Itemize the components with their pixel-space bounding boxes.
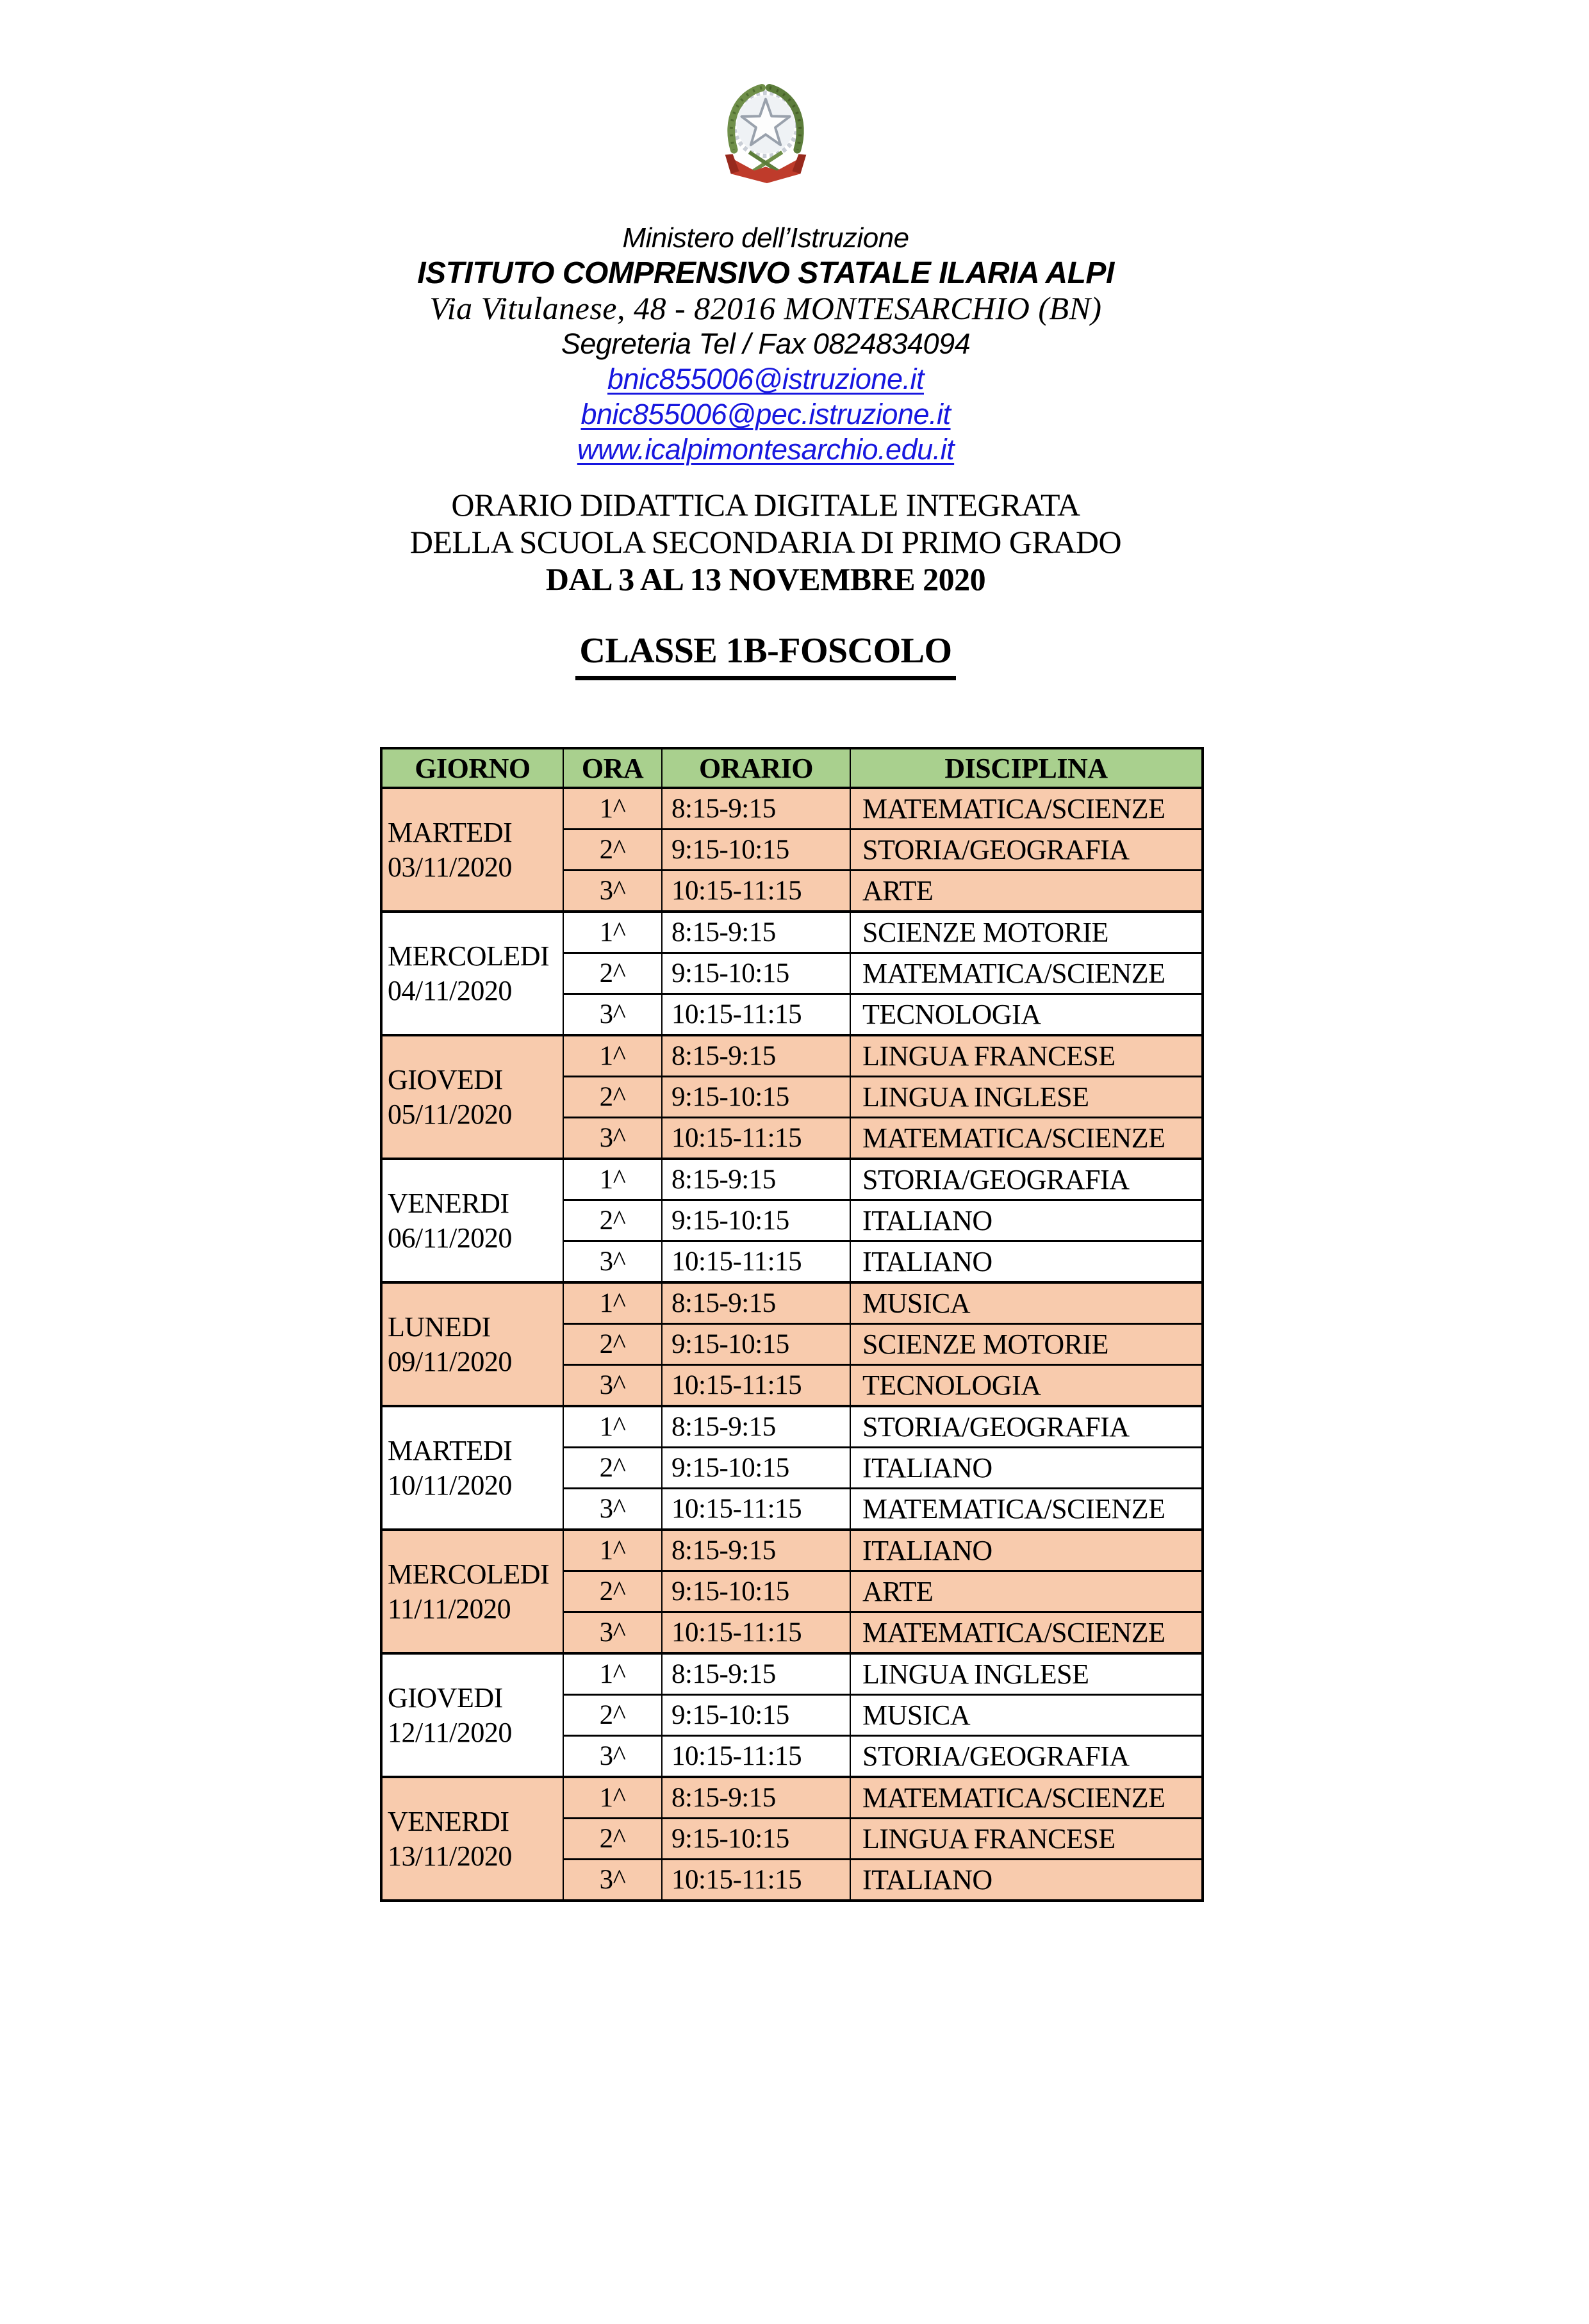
ora-cell: 2^ bbox=[563, 1695, 662, 1736]
disciplina-cell: STORIA/GEOGRAFIA bbox=[850, 830, 1203, 871]
disciplina-cell: MATEMATICA/SCIENZE bbox=[850, 1612, 1203, 1654]
orario-cell: 10:15-11:15 bbox=[662, 1860, 850, 1901]
disciplina-cell: LINGUA INGLESE bbox=[850, 1077, 1203, 1118]
orario-cell: 8:15-9:15 bbox=[662, 1406, 850, 1448]
disciplina-cell: ITALIANO bbox=[850, 1200, 1203, 1241]
orario-cell: 8:15-9:15 bbox=[662, 788, 850, 830]
ora-cell: 3^ bbox=[563, 1736, 662, 1778]
day-date: 05/11/2020 bbox=[388, 1098, 512, 1130]
day-date: 10/11/2020 bbox=[388, 1469, 512, 1501]
orario-cell: 8:15-9:15 bbox=[662, 1653, 850, 1695]
disciplina-cell: LINGUA FRANCESE bbox=[850, 1819, 1203, 1860]
orario-cell: 10:15-11:15 bbox=[662, 1489, 850, 1530]
email-link[interactable]: bnic855006@istruzione.it bbox=[607, 363, 924, 395]
address-line: Via Vitulanese, 48 - 82016 MONTESARCHIO (BN) bbox=[429, 290, 1102, 326]
ora-cell: 1^ bbox=[563, 912, 662, 953]
orario-cell: 9:15-10:15 bbox=[662, 1077, 850, 1118]
ora-cell: 2^ bbox=[563, 1200, 662, 1241]
disciplina-cell: ITALIANO bbox=[850, 1241, 1203, 1283]
day-date: 09/11/2020 bbox=[388, 1345, 512, 1377]
disciplina-cell: MATEMATICA/SCIENZE bbox=[850, 788, 1203, 830]
orario-cell: 8:15-9:15 bbox=[662, 1159, 850, 1200]
table-row bbox=[381, 1777, 1203, 1819]
table-row bbox=[381, 788, 1203, 830]
orario-cell: 10:15-11:15 bbox=[662, 1365, 850, 1407]
document-page bbox=[0, 77, 1531, 1902]
day-name: VENERDI bbox=[388, 1187, 509, 1219]
ora-cell: 3^ bbox=[563, 994, 662, 1036]
ministry-line: Ministero dell’Istruzione bbox=[622, 222, 909, 254]
ora-cell: 2^ bbox=[563, 1324, 662, 1365]
orario-cell: 9:15-10:15 bbox=[662, 1200, 850, 1241]
day-name: MARTEDI bbox=[388, 816, 513, 848]
orario-cell: 8:15-9:15 bbox=[662, 1035, 850, 1077]
class-heading bbox=[0, 630, 1531, 680]
day-cell bbox=[381, 1777, 563, 1901]
orario-cell: 8:15-9:15 bbox=[662, 912, 850, 953]
disciplina-cell: MUSICA bbox=[850, 1282, 1203, 1324]
disciplina-cell: MUSICA bbox=[850, 1695, 1203, 1736]
website-link[interactable]: www.icalpimontesarchio.edu.it bbox=[577, 433, 955, 466]
disciplina-cell: ITALIANO bbox=[850, 1448, 1203, 1489]
day-date: 12/11/2020 bbox=[388, 1716, 512, 1748]
timetable bbox=[380, 747, 1204, 1902]
disciplina-cell: ITALIANO bbox=[850, 1530, 1203, 1571]
day-date: 11/11/2020 bbox=[388, 1592, 511, 1624]
ora-cell: 2^ bbox=[563, 1571, 662, 1612]
table-row bbox=[381, 1653, 1203, 1695]
orario-cell: 10:15-11:15 bbox=[662, 1118, 850, 1159]
orario-cell: 8:15-9:15 bbox=[662, 1282, 850, 1324]
column-header-orario: ORARIO bbox=[662, 748, 850, 788]
disciplina-cell: ARTE bbox=[850, 1571, 1203, 1612]
ora-cell: 2^ bbox=[563, 953, 662, 994]
ora-cell: 1^ bbox=[563, 1530, 662, 1571]
orario-cell: 9:15-10:15 bbox=[662, 1695, 850, 1736]
ora-cell: 3^ bbox=[563, 1241, 662, 1283]
ora-cell: 3^ bbox=[563, 1118, 662, 1159]
orario-cell: 9:15-10:15 bbox=[662, 953, 850, 994]
disciplina-cell: MATEMATICA/SCIENZE bbox=[850, 1777, 1203, 1819]
disciplina-cell: ARTE bbox=[850, 871, 1203, 912]
orario-cell: 10:15-11:15 bbox=[662, 994, 850, 1036]
orario-cell: 10:15-11:15 bbox=[662, 871, 850, 912]
orario-cell: 9:15-10:15 bbox=[662, 1324, 850, 1365]
day-cell bbox=[381, 1035, 563, 1159]
day-date: 03/11/2020 bbox=[388, 851, 512, 883]
day-cell bbox=[381, 788, 563, 912]
table-row bbox=[381, 1282, 1203, 1324]
ora-cell: 3^ bbox=[563, 871, 662, 912]
orario-cell: 9:15-10:15 bbox=[662, 1819, 850, 1860]
day-cell bbox=[381, 1530, 563, 1653]
table-row bbox=[381, 912, 1203, 953]
disciplina-cell: STORIA/GEOGRAFIA bbox=[850, 1159, 1203, 1200]
orario-cell: 10:15-11:15 bbox=[662, 1736, 850, 1778]
day-cell bbox=[381, 1282, 563, 1406]
table-row bbox=[381, 1406, 1203, 1448]
column-header-disciplina: DISCIPLINA bbox=[850, 748, 1203, 788]
day-date: 06/11/2020 bbox=[388, 1222, 512, 1254]
day-cell bbox=[381, 1406, 563, 1530]
ora-cell: 1^ bbox=[563, 1159, 662, 1200]
day-name: MARTEDI bbox=[388, 1434, 513, 1466]
day-name: MERCOLEDI bbox=[388, 1558, 550, 1590]
ora-cell: 2^ bbox=[563, 1448, 662, 1489]
ora-cell: 1^ bbox=[563, 1777, 662, 1819]
orario-cell: 8:15-9:15 bbox=[662, 1530, 850, 1571]
orario-cell: 9:15-10:15 bbox=[662, 1448, 850, 1489]
day-name: LUNEDI bbox=[388, 1311, 491, 1343]
ora-cell: 1^ bbox=[563, 1282, 662, 1324]
orario-cell: 10:15-11:15 bbox=[662, 1241, 850, 1283]
ora-cell: 3^ bbox=[563, 1489, 662, 1530]
day-date: 04/11/2020 bbox=[388, 974, 512, 1006]
table-row bbox=[381, 1035, 1203, 1077]
day-name: GIOVEDI bbox=[388, 1063, 503, 1095]
pec-email-link[interactable]: bnic855006@pec.istruzione.it bbox=[580, 398, 951, 430]
disciplina-cell: MATEMATICA/SCIENZE bbox=[850, 1489, 1203, 1530]
day-cell bbox=[381, 1159, 563, 1282]
column-header-giorno: GIORNO bbox=[381, 748, 563, 788]
title-line-1: ORARIO DIDATTICA DIGITALE INTEGRATA bbox=[451, 487, 1080, 523]
disciplina-cell: LINGUA FRANCESE bbox=[850, 1035, 1203, 1077]
disciplina-cell: STORIA/GEOGRAFIA bbox=[850, 1736, 1203, 1778]
orario-cell: 9:15-10:15 bbox=[662, 1571, 850, 1612]
ora-cell: 3^ bbox=[563, 1860, 662, 1901]
day-date: 13/11/2020 bbox=[388, 1840, 512, 1872]
ora-cell: 2^ bbox=[563, 1077, 662, 1118]
table-row bbox=[381, 1530, 1203, 1571]
disciplina-cell: LINGUA INGLESE bbox=[850, 1653, 1203, 1695]
orario-cell: 10:15-11:15 bbox=[662, 1612, 850, 1654]
disciplina-cell: TECNOLOGIA bbox=[850, 994, 1203, 1036]
disciplina-cell: SCIENZE MOTORIE bbox=[850, 1324, 1203, 1365]
day-cell bbox=[381, 912, 563, 1035]
ora-cell: 1^ bbox=[563, 788, 662, 830]
table-row bbox=[381, 1159, 1203, 1200]
ora-cell: 1^ bbox=[563, 1035, 662, 1077]
orario-cell: 9:15-10:15 bbox=[662, 830, 850, 871]
disciplina-cell: MATEMATICA/SCIENZE bbox=[850, 953, 1203, 994]
ora-cell: 1^ bbox=[563, 1406, 662, 1448]
disciplina-cell: STORIA/GEOGRAFIA bbox=[850, 1406, 1203, 1448]
day-name: GIOVEDI bbox=[388, 1682, 503, 1714]
column-header-ora: ORA bbox=[563, 748, 662, 788]
title-line-3: DAL 3 AL 13 NOVEMBRE 2020 bbox=[545, 561, 986, 597]
ora-cell: 3^ bbox=[563, 1612, 662, 1654]
disciplina-cell: MATEMATICA/SCIENZE bbox=[850, 1118, 1203, 1159]
class-title: CLASSE 1B-FOSCOLO bbox=[575, 630, 955, 680]
ora-cell: 2^ bbox=[563, 1819, 662, 1860]
italy-emblem-logo bbox=[715, 77, 816, 192]
ora-cell: 3^ bbox=[563, 1365, 662, 1407]
ora-cell: 2^ bbox=[563, 830, 662, 871]
school-name: ISTITUTO COMPRENSIVO STATALE ILARIA ALPI bbox=[417, 256, 1114, 290]
title-line-2: DELLA SCUOLA SECONDARIA DI PRIMO GRADO bbox=[409, 524, 1122, 560]
ora-cell: 1^ bbox=[563, 1653, 662, 1695]
orario-cell: 8:15-9:15 bbox=[662, 1777, 850, 1819]
disciplina-cell: TECNOLOGIA bbox=[850, 1365, 1203, 1407]
disciplina-cell: ITALIANO bbox=[850, 1860, 1203, 1901]
day-cell bbox=[381, 1653, 563, 1777]
timetable-header-row bbox=[381, 748, 1203, 788]
phone-fax-line: Segreteria Tel / Fax 0824834094 bbox=[561, 327, 971, 360]
title-block bbox=[0, 486, 1531, 598]
day-name: MERCOLEDI bbox=[388, 940, 550, 972]
day-name: VENERDI bbox=[388, 1805, 509, 1837]
disciplina-cell: SCIENZE MOTORIE bbox=[850, 912, 1203, 953]
